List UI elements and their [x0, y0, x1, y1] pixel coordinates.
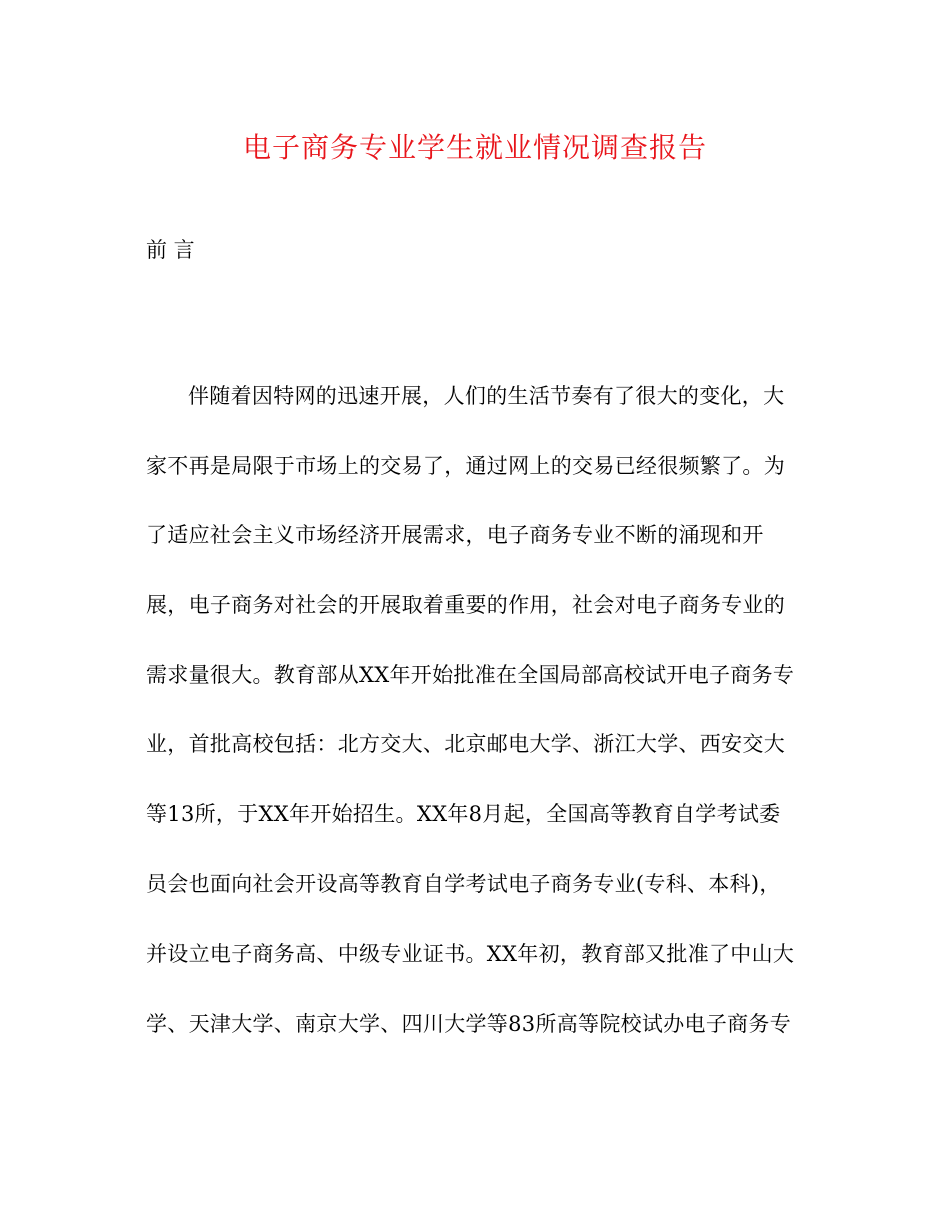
body-line: 等13所，于XX年开始招生。XX年8月起，全国高等教育自学考试委	[146, 802, 781, 826]
body-line: 需求量很大。教育部从XX年开始批准在全国局部高校试开电子商务专	[146, 663, 795, 687]
body-line: 员会也面向社会开设高等教育自学考试电子商务专业(专科、本科)，	[146, 872, 781, 896]
body-line: 业，首批高校包括：北方交大、北京邮电大学、浙江大学、西安交大	[146, 732, 785, 756]
body-line: 学、天津大学、南京大学、四川大学等83所高等院校试办电子商务专	[146, 1012, 792, 1036]
body-line: 了适应社会主义市场经济开展需求，电子商务专业不断的涌现和开	[146, 523, 764, 547]
body-line: 并设立电子商务高、中级专业证书。XX年初，教育部又批准了中山大	[146, 942, 795, 966]
body-line: 展，电子商务对社会的开展取着重要的作用，社会对电子商务专业的	[146, 593, 785, 617]
preface-heading: 前 言	[146, 238, 195, 262]
document-title: 电子商务专业学生就业情况调查报告	[242, 131, 707, 164]
body-line: 家不再是局限于市场上的交易了，通过网上的交易已经很频繁了。为	[146, 454, 785, 478]
body-line: 伴随着因特网的迅速开展，人们的生活节奏有了很大的变化，大	[188, 384, 785, 408]
